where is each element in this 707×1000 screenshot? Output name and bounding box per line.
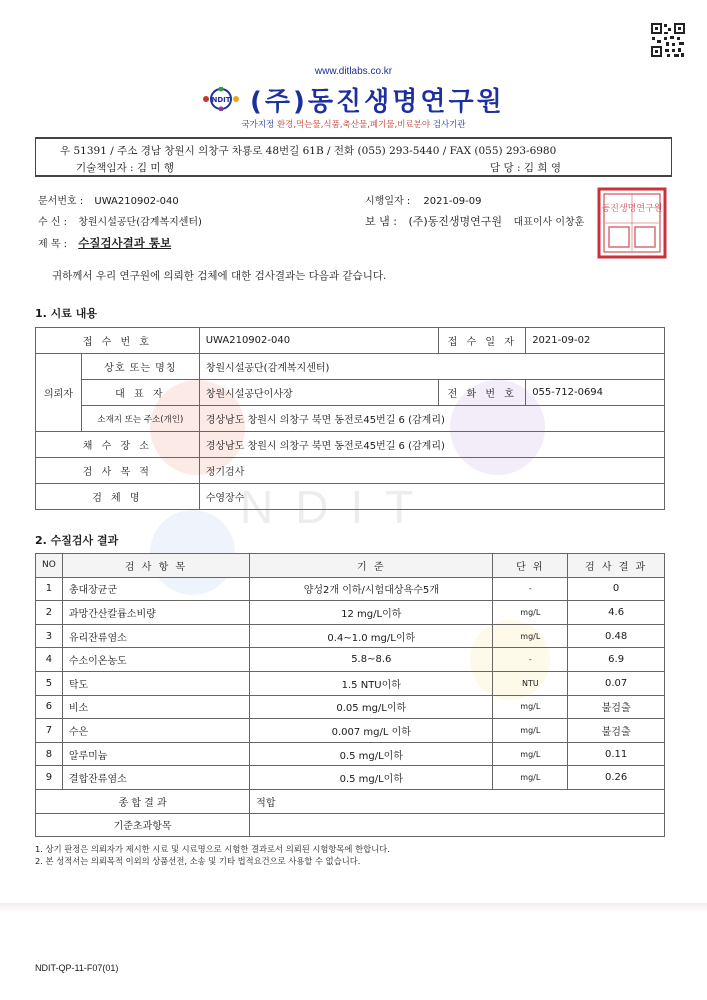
tech-manager: 기술책임자 : 김 미 행 [76, 162, 175, 174]
doc-number-label: 문서번호 : [38, 196, 84, 207]
table-header-row [36, 554, 665, 578]
accreditation-post: 검사기관 [430, 120, 466, 130]
sender: (주)동진생명연구원 [408, 215, 503, 228]
col-header-unit: 단 위 [493, 554, 568, 578]
result-standard: 0.4~1.0 mg/L이하 [250, 624, 493, 648]
table-row [36, 484, 665, 510]
receipt-no-label: 접 수 번 호 [36, 328, 200, 354]
result-unit: mg/L [493, 601, 568, 625]
table-row [36, 577, 665, 601]
website-url: www.ditlabs.co.kr [314, 66, 393, 77]
table-row [36, 695, 665, 719]
result-no: 4 [36, 648, 63, 672]
sender-label: 보 냄 : [365, 215, 397, 228]
section-title-sample: 1. 시료 내용 [35, 307, 97, 320]
client-address: 경상남도 창원시 의창구 북면 동전로45번길 6 (감계리) [199, 406, 664, 432]
page-divider [0, 903, 707, 913]
result-no: 1 [36, 577, 63, 601]
result-item: 알루미늄 [62, 742, 249, 766]
receipt-no: UWA210902-040 [199, 328, 439, 354]
result-standard: 12 mg/L이하 [250, 601, 493, 625]
col-header-standard: 기 준 [250, 554, 493, 578]
table-row [36, 601, 665, 625]
result-value: 0.07 [568, 671, 665, 695]
official-seal-stamp [597, 187, 667, 259]
table-row [36, 328, 665, 354]
sampling-place-label: 채 수 장 소 [36, 432, 200, 458]
issue-date: 2021-09-09 [423, 196, 482, 207]
result-no: 7 [36, 719, 63, 743]
result-value: 0.11 [568, 742, 665, 766]
logo-text: NDIT [211, 96, 231, 104]
result-no: 6 [36, 695, 63, 719]
exceeded-items [250, 813, 665, 837]
phone-label: 전 화 번 호 [439, 380, 526, 406]
result-value: 0 [568, 577, 665, 601]
overall-label: 종 합 결 과 [36, 789, 250, 813]
address-box [35, 137, 672, 177]
issue-date-label: 시행일자 : [365, 196, 411, 207]
sample-info-table [35, 327, 665, 510]
test-purpose: 정기검사 [199, 458, 664, 484]
recipient-row [38, 213, 202, 228]
recipient-label: 수 신 : [38, 217, 68, 228]
table-row [36, 648, 665, 672]
qr-code-icon [650, 22, 686, 62]
watermark-text: NDIT [240, 481, 436, 533]
client-phone: 055-712-0694 [526, 380, 665, 406]
result-value: 불검출 [568, 695, 665, 719]
result-item: 수소이온농도 [62, 648, 249, 672]
specimen-name: 수영장수 [199, 484, 664, 510]
client-company-name: 창원시설공단(감계복지센터) [199, 354, 664, 380]
result-value: 0.48 [568, 624, 665, 648]
result-unit: - [493, 577, 568, 601]
overall-result: 적합 [250, 789, 665, 813]
company-brand [200, 84, 505, 117]
exceeded-label: 기준초과항목 [36, 813, 250, 837]
accreditation-pre: 국가지정 [241, 120, 277, 130]
result-value: 4.6 [568, 601, 665, 625]
result-item: 과망간산칼륨소비량 [62, 601, 249, 625]
ndit-logo-icon [200, 87, 242, 111]
client-label: 의뢰자 [36, 354, 82, 432]
result-no: 8 [36, 742, 63, 766]
purpose-label: 검 사 목 적 [36, 458, 200, 484]
result-standard: 0.5 mg/L이하 [250, 742, 493, 766]
table-row [36, 380, 665, 406]
table-row [36, 719, 665, 743]
table-row [36, 406, 665, 432]
result-standard: 1.5 NTU이하 [250, 671, 493, 695]
col-header-item: 검 사 항 목 [62, 554, 249, 578]
address-line: 우 51391 / 주소 경남 창원시 의창구 차룡로 48번길 61B / 전화 (055) 293-5440 / FAX (055) 293-6980 [60, 145, 557, 157]
result-unit: - [493, 648, 568, 672]
company-name-label: 상호 또는 명칭 [81, 354, 199, 380]
results-table [35, 553, 665, 837]
col-header-no: NO [36, 554, 63, 578]
table-row [36, 354, 665, 380]
table-row [36, 813, 665, 837]
table-row [36, 671, 665, 695]
person-in-charge: 담 당 : 김 희 영 [490, 162, 561, 174]
sender-row [365, 213, 584, 229]
address-label: 소재지 또는 주소(개인) [81, 406, 199, 432]
specimen-label: 검 체 명 [36, 484, 200, 510]
result-standard: 0.007 mg/L 이하 [250, 719, 493, 743]
representative: 대표이사 이창훈 [513, 217, 585, 228]
result-item: 총대장균군 [62, 577, 249, 601]
accreditation-fields: 환경,먹는물,식품,축산물,폐기물,비료분야 [276, 120, 431, 130]
table-row [36, 458, 665, 484]
receipt-date-label: 접 수 일 자 [439, 328, 526, 354]
result-unit: NTU [493, 671, 568, 695]
doc-number-row [38, 192, 179, 207]
note-1: 1. 상기 판정은 의뢰자가 제시한 시료 및 시료명으로 시험한 결과로서 의뢰된 시험항목에 한합니다. [35, 844, 390, 854]
receipt-date: 2021-09-02 [526, 328, 665, 354]
accreditation-line [0, 118, 707, 130]
result-item: 결합잔류염소 [62, 766, 249, 790]
stamp-text: 동진생명연구원 [601, 204, 663, 214]
section-title-results: 2. 수질검사 결과 [35, 534, 119, 547]
result-value: 불검출 [568, 719, 665, 743]
result-standard: 양성2개 이하/시험대상욕수5개 [250, 577, 493, 601]
table-row [36, 789, 665, 813]
result-no: 3 [36, 624, 63, 648]
table-row [36, 742, 665, 766]
result-item: 유리잔류염소 [62, 624, 249, 648]
table-row [36, 766, 665, 790]
result-no: 2 [36, 601, 63, 625]
result-value: 0.26 [568, 766, 665, 790]
intro-text: 귀하께서 우리 연구원에 의뢰한 검체에 대한 검사결과는 다음과 같습니다. [52, 270, 387, 282]
recipient: 창원시설공단(감계복지센터) [78, 217, 202, 228]
doc-number: UWA210902-040 [94, 196, 179, 207]
result-rows [36, 577, 665, 789]
table-row [36, 432, 665, 458]
result-unit: mg/L [493, 719, 568, 743]
rep-label: 대 표 자 [81, 380, 199, 406]
result-value: 6.9 [568, 648, 665, 672]
company-name: (주)동진생명연구원 [250, 86, 505, 117]
subject: 수질검사결과 통보 [78, 236, 172, 250]
result-item: 비소 [62, 695, 249, 719]
subject-label: 제 목 : [38, 239, 68, 250]
result-unit: mg/L [493, 695, 568, 719]
sampling-place: 경상남도 창원시 의창구 북면 동전로45번길 6 (감계리) [199, 432, 664, 458]
result-item: 탁도 [62, 671, 249, 695]
form-code: NDIT-QP-11-F07(01) [35, 963, 119, 973]
result-standard: 0.05 mg/L이하 [250, 695, 493, 719]
result-standard: 5.8~8.6 [250, 648, 493, 672]
result-item: 수은 [62, 719, 249, 743]
result-standard: 0.5 mg/L이하 [250, 766, 493, 790]
subject-row [38, 235, 171, 251]
result-unit: mg/L [493, 624, 568, 648]
col-header-result: 검 사 결 과 [568, 554, 665, 578]
note-2: 2. 본 성적서는 의뢰목적 이외의 상품선전, 소송 및 기타 법적요건으로 사용할 수 없습니다. [35, 856, 361, 866]
result-no: 5 [36, 671, 63, 695]
result-unit: mg/L [493, 766, 568, 790]
result-unit: mg/L [493, 742, 568, 766]
issue-date-row [365, 192, 482, 207]
client-rep: 창원시설공단이사장 [199, 380, 439, 406]
result-no: 9 [36, 766, 63, 790]
table-row [36, 624, 665, 648]
